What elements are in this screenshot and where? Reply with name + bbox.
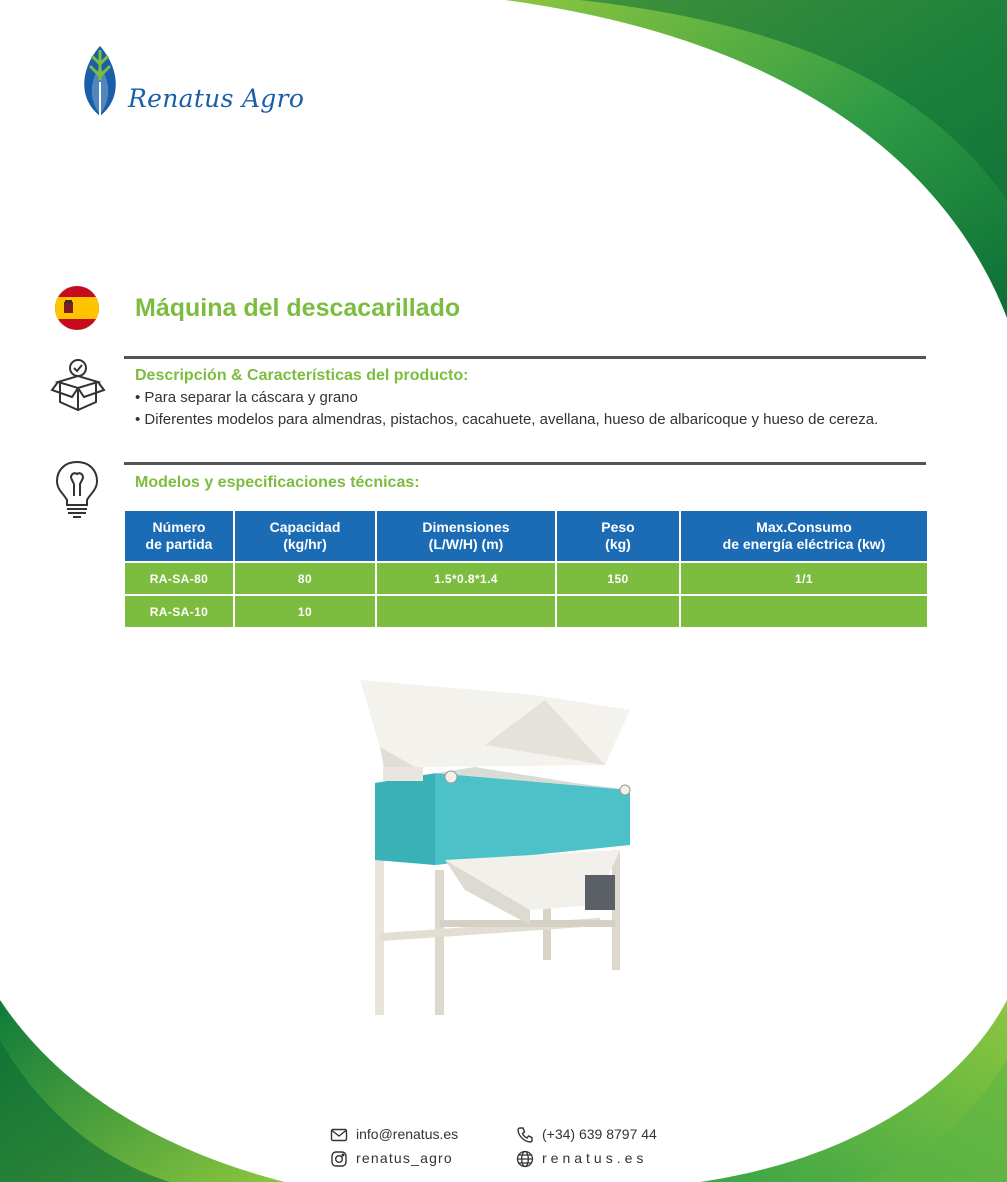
table-cell <box>556 595 680 628</box>
table-header-row <box>124 510 928 562</box>
spain-flag-icon <box>55 286 99 330</box>
table-cell <box>680 595 928 628</box>
section-divider <box>124 462 926 465</box>
email-text: info@renatus.es <box>356 1126 459 1142</box>
table-row <box>124 562 928 595</box>
column-header: Dimensiones (L/W/H) (m) <box>376 510 556 562</box>
contact-website[interactable] <box>516 1150 686 1170</box>
table-cell: 80 <box>234 562 376 595</box>
instagram-text: renatus_agro <box>356 1150 453 1166</box>
website-text: renatus.es <box>542 1150 648 1166</box>
table-cell: 10 <box>234 595 376 628</box>
bullet-item: • Para separar la cáscara y grano <box>135 389 358 406</box>
models-heading: Modelos y especificaciones técnicas: <box>135 474 420 491</box>
page-title: Máquina del descacarillado <box>135 294 461 322</box>
mail-icon <box>330 1126 348 1144</box>
table-cell: 1/1 <box>680 562 928 595</box>
contact-phone[interactable] <box>516 1126 686 1146</box>
brand-name: Renatus Agro <box>128 84 305 113</box>
column-header: Max.Consumo de energía eléctrica (kw) <box>680 510 928 562</box>
description-bullets <box>135 387 915 431</box>
table-cell: RA-SA-80 <box>124 562 234 595</box>
phone-text: (+34) 639 8797 44 <box>542 1126 657 1142</box>
phone-icon <box>516 1126 534 1144</box>
bullet-item: • Diferentes modelos para almendras, pistachos, cacahuete, avellana, hueso de albaricoque y hueso de cereza. <box>135 411 879 428</box>
contact-instagram[interactable] <box>330 1150 500 1170</box>
section-divider <box>124 356 926 359</box>
column-header: Número de partida <box>124 510 234 562</box>
table-row <box>124 595 928 628</box>
contact-email[interactable] <box>330 1126 500 1146</box>
table-cell: 1.5*0.8*1.4 <box>376 562 556 595</box>
table-cell: RA-SA-10 <box>124 595 234 628</box>
table-cell <box>376 595 556 628</box>
column-header: Capacidad (kg/hr) <box>234 510 376 562</box>
globe-icon <box>516 1150 534 1168</box>
instagram-icon <box>330 1150 348 1168</box>
column-header: Peso (kg) <box>556 510 680 562</box>
box-check-icon <box>50 358 106 414</box>
lightbulb-icon <box>54 460 100 518</box>
table-cell: 150 <box>556 562 680 595</box>
hulling-machine-image <box>355 655 645 1020</box>
specifications-table <box>123 509 929 629</box>
description-heading: Descripción & Características del producto: <box>135 367 469 384</box>
